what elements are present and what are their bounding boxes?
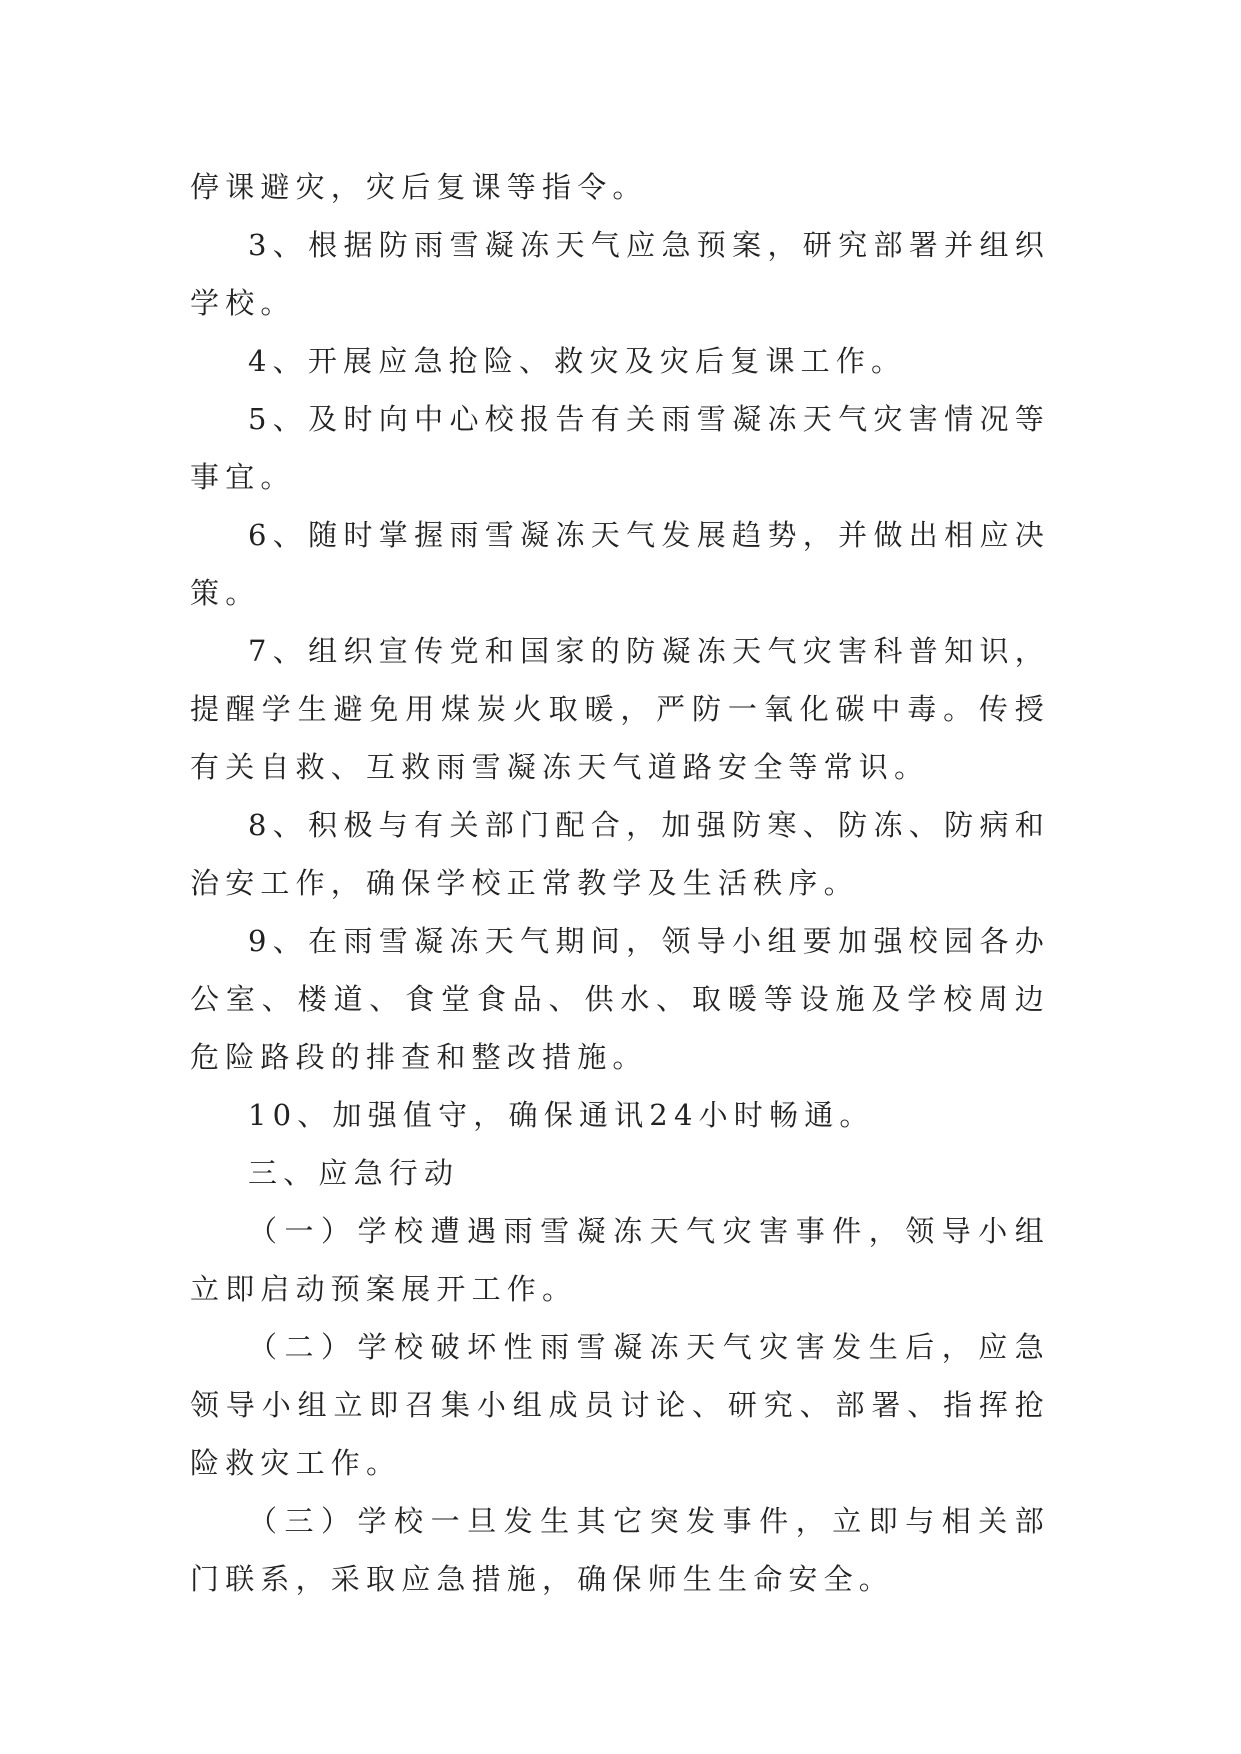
paragraph-item-8: 8、积极与有关部门配合，加强防寒、防冻、防病和治安工作，确保学校正常教学及生活秩序。: [190, 808, 1050, 900]
paragraph-item-7: 7、组织宣传党和国家的防凝冻天气灾害科普知识，提醒学生避免用煤炭火取暖，严防一氧化碳中毒。传授有关自救、互救雨雪凝冻天气道路安全等常识。: [190, 634, 1050, 784]
paragraph-action-1: （一）学校遭遇雨雪凝冻天气灾害事件，领导小组立即启动预案展开工作。: [190, 1214, 1050, 1306]
paragraph-item-6: 6、随时掌握雨雪凝冻天气发展趋势，并做出相应决策。: [190, 518, 1050, 610]
paragraph-item-5: 5、及时向中心校报告有关雨雪凝冻天气灾害情况等事宜。: [190, 402, 1050, 494]
paragraph-item-10: 10、加强值守，确保通讯24小时畅通。: [248, 1098, 875, 1132]
paragraph-continuation: 停课避灾，灾后复课等指令。: [190, 170, 648, 204]
section-heading: 三、应急行动: [248, 1156, 460, 1190]
paragraph-action-3: （三）学校一旦发生其它突发事件，立即与相关部门联系，采取应急措施，确保师生生命安全。: [190, 1504, 1050, 1596]
paragraph-item-4: 4、开展应急抢险、救灾及灾后复课工作。: [248, 344, 907, 378]
paragraph-item-3: 3、根据防雨雪凝冻天气应急预案，研究部署并组织学校。: [190, 228, 1050, 320]
paragraph-action-2: （二）学校破坏性雨雪凝冻天气灾害发生后，应急领导小组立即召集小组成员讨论、研究、部署、指挥抢险救灾工作。: [190, 1330, 1050, 1480]
paragraph-item-9: 9、在雨雪凝冻天气期间，领导小组要加强校园各办公室、楼道、食堂食品、供水、取暖等设施及学校周边危险路段的排查和整改措施。: [190, 924, 1050, 1074]
document-body: [190, 158, 1050, 1608]
